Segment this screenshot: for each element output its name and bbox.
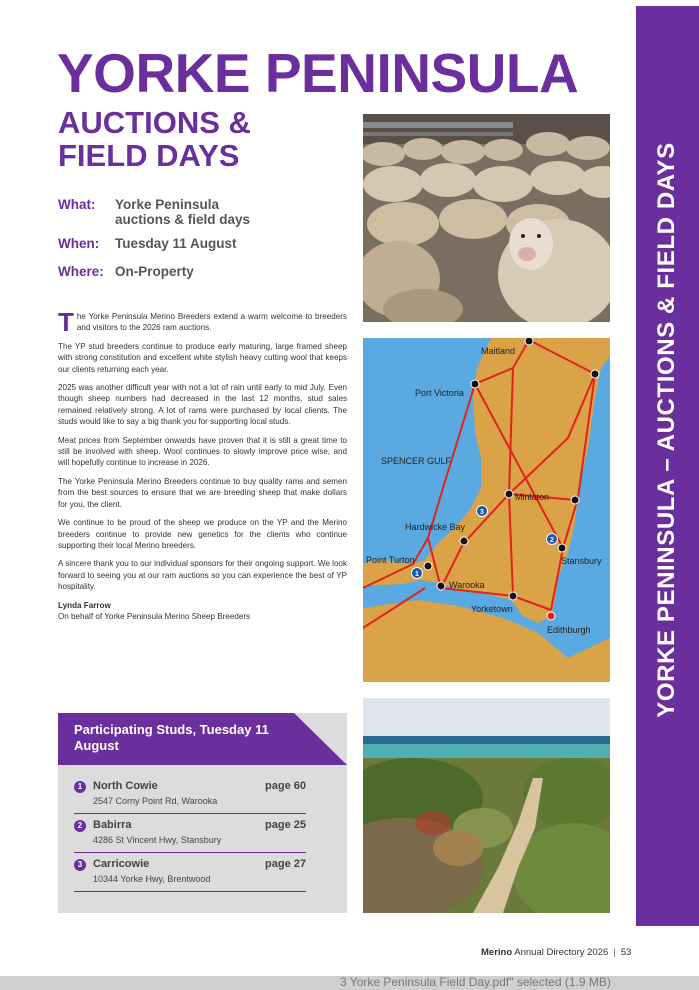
paragraph-3: 2025 was another difficult year with not a lot of rain until early to mid July. Even though sheep numbers had decreased in the last 12 months, stud sales remained relatively strong. A lot of rams were purchased by local clients. The studs would like to say a big thank you for supporting local studs. <box>58 383 347 427</box>
stud-address: 4286 St Vincent Hwy, Stansbury <box>93 835 222 845</box>
sidebar-title: YORKE PENINSULA – AUCTIONS & FIELD DAYS <box>653 142 680 718</box>
what-row <box>58 197 265 227</box>
stud-name: Carricowie <box>93 858 150 870</box>
map-marker-1: 1 <box>415 571 419 578</box>
page-footer <box>481 947 631 958</box>
signoff-name: Lynda Farrow <box>58 600 111 610</box>
page-number: 53 <box>620 947 632 958</box>
map-town-edithburgh: Edithburgh <box>547 625 591 635</box>
page-title: YORKE PENINSULA <box>57 42 579 104</box>
footer-separator: | <box>613 947 616 958</box>
article-body <box>58 307 347 622</box>
stud-page-ref: page 27 <box>265 858 306 870</box>
footer-publication: Annual Directory 2026 <box>514 947 609 958</box>
map-water-label: SPENCER GULF <box>381 456 452 466</box>
when-row <box>58 236 237 251</box>
map-town-hardwicke-bay: Hardwicke Bay <box>405 522 466 532</box>
map-town-warooka: Warooka <box>449 580 485 590</box>
file-status-text: 3 Yorke Peninsula Field Day.pdf" selected (1.9 MB) <box>340 976 611 989</box>
map-town-stansbury: Stansbury <box>561 556 602 566</box>
coastal-path-photo <box>363 698 610 913</box>
map-town-port-victoria: Port Victoria <box>415 388 464 398</box>
paragraph-2: The YP stud breeders continue to produce early maturing, large framed sheep with strong constitution and excellent white stylish heavy cutting wool that keeps our clients returning each year. <box>58 341 347 374</box>
stud-item-3 <box>74 856 306 892</box>
drop-cap: T <box>58 307 74 337</box>
map-marker-3: 3 <box>480 509 484 516</box>
when-value: Tuesday 11 August <box>115 236 237 251</box>
stud-number: 1 <box>74 781 86 793</box>
map-town-minlaton: Minlaton <box>515 492 550 502</box>
studs-title: Participating Studs, Tuesday 11 August <box>74 722 269 753</box>
stud-item-2 <box>74 817 306 853</box>
stud-item-1 <box>74 778 306 814</box>
map-town-yorketown: Yorketown <box>471 604 513 614</box>
signoff-role: On behalf of Yorke Peninsula Merino Sheep Breeders <box>58 611 251 621</box>
page-subtitle: AUCTIONS & FIELD DAYS <box>58 105 251 173</box>
where-label: Where: <box>58 264 104 279</box>
stud-address: 10344 Yorke Hwy, Brentwood <box>93 874 211 884</box>
map-town-maitland: Maitland <box>481 346 516 356</box>
where-row <box>58 264 194 279</box>
stud-number: 3 <box>74 859 86 871</box>
map-town-point-turton: Point Turton <box>366 555 415 565</box>
stud-name: North Cowie <box>93 780 158 792</box>
stud-page-ref: page 25 <box>265 819 306 831</box>
what-label: What: <box>58 197 96 212</box>
stud-name: Babirra <box>93 819 132 831</box>
viewer-status-strip <box>0 976 699 990</box>
yorke-peninsula-map <box>363 338 610 682</box>
paragraph-5: The Yorke Peninsula Merino Breeders continue to buy quality rams and semen from the best sources to ensure that we are breeding sheep that make dollars for you, the client. <box>58 476 347 509</box>
paragraph-4: Meat prices from September onwards have proven that it is still a great time to still be involved with sheep. Wool continues to slowly improve price wise, and will hopefully continue to increase in 2026. <box>58 435 347 468</box>
sheep-photo <box>363 114 610 322</box>
what-value: Yorke Peninsula auctions & field days <box>115 197 251 227</box>
paragraph-7: A sincere thank you to our individual sponsors for their ongoing support. We look forward to seeing you at our ram auctions so you can experience the best of YP hospitality. <box>58 559 347 592</box>
paragraph-1: The Yorke Peninsula Merino Breeders extend a warm welcome to breeders and visitors to the 2026 ram auctions. <box>58 307 347 337</box>
footer-brand: Merino <box>481 947 513 958</box>
stud-number: 2 <box>74 820 86 832</box>
paragraph-6: We continue to be proud of the sheep we produce on the YP and the Merino breeders continue to provide new genetics for the clients who continue supporting their local Merino breeders. <box>58 518 347 550</box>
where-value: On-Property <box>115 264 194 279</box>
map-marker-2: 2 <box>550 537 554 544</box>
when-label: When: <box>58 236 100 251</box>
stud-page-ref: page 60 <box>265 780 306 792</box>
stud-address: 2547 Corny Point Rd, Warooka <box>93 796 218 806</box>
